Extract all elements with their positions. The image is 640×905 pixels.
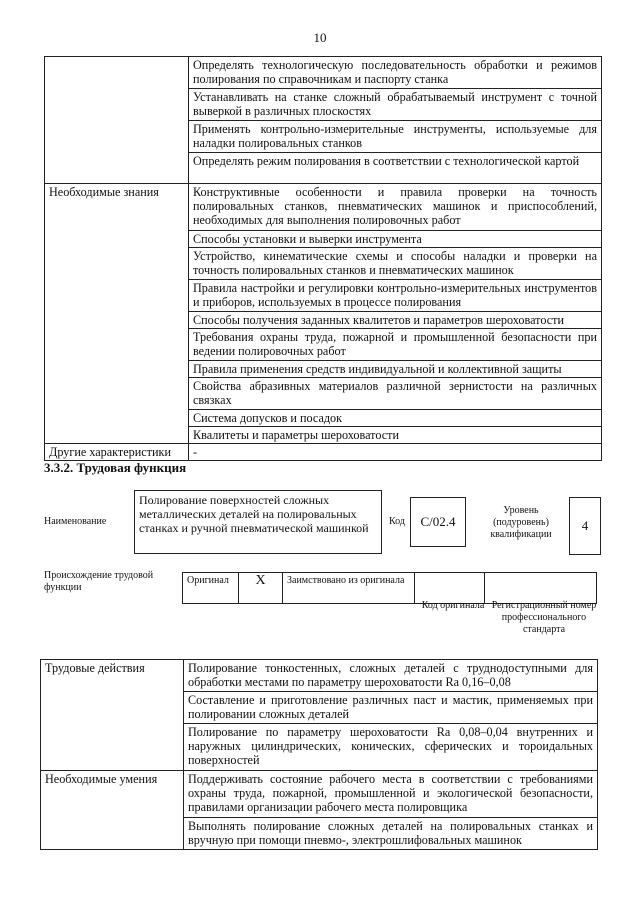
actions-skills-table (40, 659, 598, 850)
origin-label: Происхождение трудовой функции (44, 570, 154, 593)
table-cell: Правила настройки и регулировки контрольно-измерительных инструментов и приборов, используемых в процессе полирования (189, 280, 602, 312)
table-cell: Требования охраны труда, пожарной и промышленной безопасности при ведении полировочных работ (189, 329, 602, 361)
table-cell: Поддерживать состояние рабочего места в соответствии с требованиями охраны труда, пожарной, промышленной и экологической безопасности, правилами организации рабочего места полировщика (184, 771, 598, 818)
level-value-box: 4 (569, 497, 601, 555)
row-label-actions: Трудовые действия (41, 660, 184, 771)
table-cell: Квалитеты и параметры шероховатости (189, 427, 602, 444)
row-label-empty (45, 57, 189, 184)
level-label: Уровень (подуровень) квалификации (490, 505, 552, 540)
table-cell: Полирование тонкостенных, сложных деталей с труднодоступными для обработки местами по параметру шероховатости Ra 0,16–0,08 (184, 660, 598, 692)
code-label: Код (389, 516, 405, 527)
origin-code-caption: Код оригинала (421, 600, 485, 611)
row-label-other: Другие характеристики (45, 444, 189, 461)
table-cell: Применять контрольно-измерительные инструменты, используемые для наладки полировальных станков (189, 121, 602, 153)
row-label-skills: Необходимые умения (41, 771, 184, 850)
name-label: Наименование (44, 516, 107, 527)
origin-reg-caption: Регистрационный номер профессионального стандарта (491, 600, 597, 635)
origin-code-cell (415, 573, 485, 604)
table-cell: Способы установки и выверки инструмента (189, 231, 602, 248)
function-name-box: Полирование поверхностей сложных металлических деталей на полировальных станках и ручной пневматической машинкой (134, 490, 382, 554)
origin-original-cell: Оригинал (183, 573, 239, 604)
table-cell: - (189, 444, 602, 461)
origin-mark-cell: X (239, 573, 283, 604)
table-cell: Полирование по параметру шероховатости Ra 0,08–0,04 внутренних и наружных цилиндрических, конических, сферических и тороидальных поверхностей (184, 724, 598, 771)
table-cell: Устанавливать на станке сложный обрабатываемый инструмент с точной выверкой в различных плоскостях (189, 89, 602, 121)
page-number: 10 (313, 30, 327, 45)
table-cell: Определять технологическую последовательность обработки и режимов полирования по справочникам и паспорту станка (189, 57, 602, 89)
table-cell: Выполнять полирование сложных деталей на полировальных станках и вручную при помощи пневмо-, электрошлифовальных машинок (184, 818, 598, 850)
table-cell: Составление и приготовление различных паст и мастик, применяемых при полировании сложных деталей (184, 692, 598, 724)
table-cell: Свойства абразивных материалов различной зернистости на различных связках (189, 378, 602, 410)
table-cell: Способы получения заданных квалитетов и параметров шероховатости (189, 312, 602, 329)
table-cell: Устройство, кинематические схемы и способы наладки и проверки на точность полировальных станков и пневматических машинок (189, 248, 602, 280)
table-cell: Определять режим полирования в соответствии с технологической картой (189, 153, 602, 184)
skills-knowledge-table (44, 56, 602, 461)
section-title: 3.3.2. Трудовая функция (44, 460, 187, 475)
table-cell: Правила применения средств индивидуальной и коллективной защиты (189, 361, 602, 378)
row-label-knowledge: Необходимые знания (45, 184, 189, 444)
table-cell: Конструктивные особенности и правила проверки на точность полировальных станков, пневматических машинок и приспособлений, необходимых для выполнения полировочных работ (189, 184, 602, 231)
table-cell: Система допусков и посадок (189, 410, 602, 427)
origin-reg-cell (485, 573, 597, 604)
origin-borrowed-cell: Заимствовано из оригинала (283, 573, 415, 604)
code-value-box: С/02.4 (410, 497, 466, 547)
